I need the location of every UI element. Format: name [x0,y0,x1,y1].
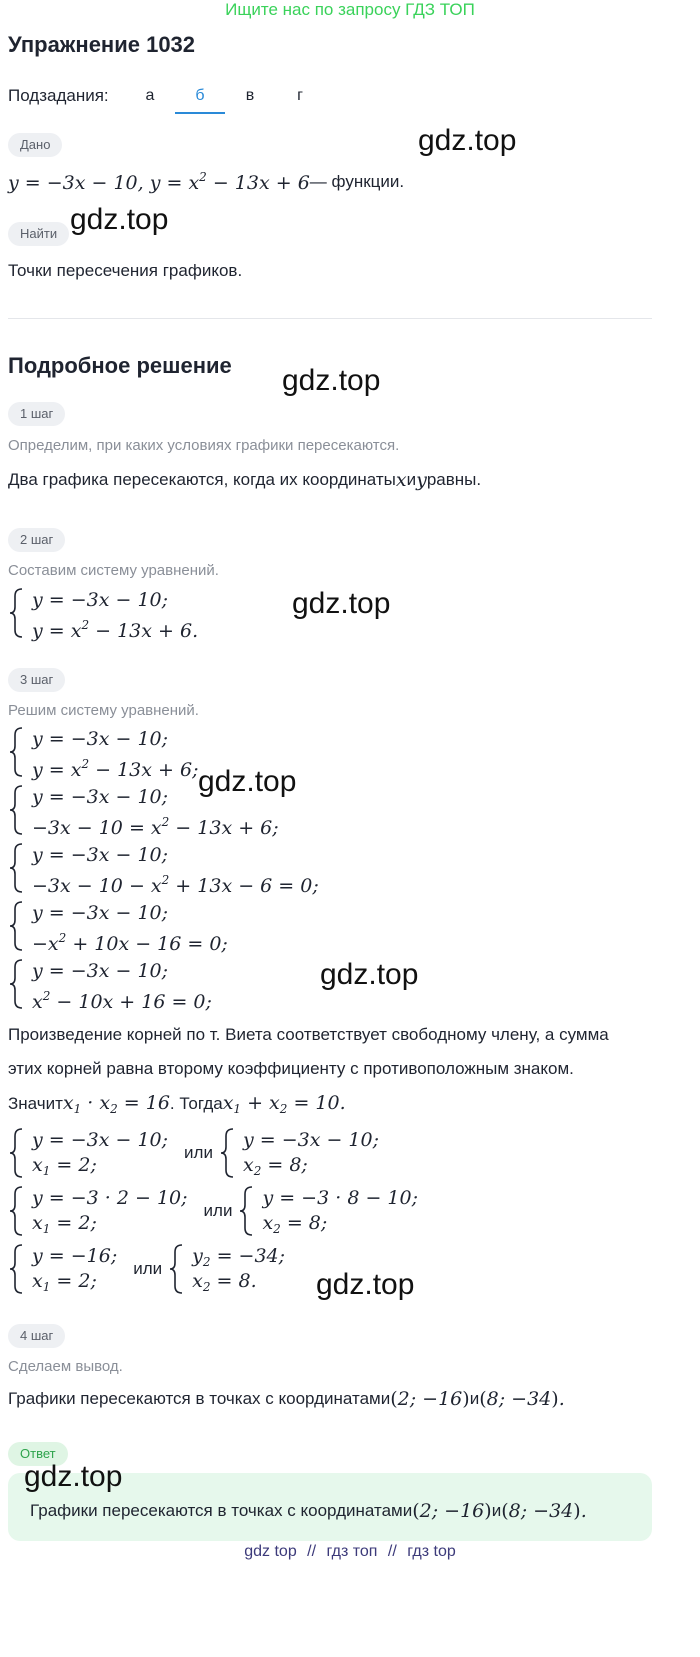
given-text [8,170,404,194]
answer-point-1: (2; −16) [412,1500,492,1522]
or-label: или [184,1143,213,1162]
step-1-text-and: и [406,470,417,489]
given-suffix: — функции. [309,172,405,191]
find-text: Точки пересечения графиков. [8,261,243,280]
vieta-line-2: этих корней равна второму коэффициенту с противоположным знаком. [8,1059,574,1078]
or-label: или [203,1201,233,1220]
step-4-label: 4 шаг [8,1324,65,1348]
step-1-text [8,469,481,491]
step-1-text-a: Два графика пересекаются, когда их координаты [8,470,396,489]
system-5: y = −3x − 10; $-x^2 + 10x - 16 = 0$; [8,901,228,951]
brace-icon [8,1128,26,1178]
system-1: y = −3x − 10; $y = x^2 - 13x + 6$. [8,588,198,638]
brace-icon [8,901,26,951]
step-1-badge [8,402,65,426]
given-formula: y = −3x − 10, $y = x^2 - 13x + 6$ [8,170,310,194]
brace-icon [8,1186,26,1236]
brace-icon [8,785,26,835]
or-label: или [133,1259,163,1278]
subtasks-label: Подзадания: [8,86,109,105]
paired-system-1: y = −3x − 10; $x_1 = 2$; или y = −3x − 10; $x_2 = 8$; [8,1128,379,1178]
var-y: y [416,469,427,491]
divider [8,318,652,319]
find-label: Найти [8,222,69,246]
brace-icon [8,588,26,638]
footer-links [0,1543,700,1561]
watermark: gdz.top [292,587,391,620]
tab-v[interactable]: в [245,87,255,104]
subtask-tabs [125,82,325,114]
system-4: y = −3x − 10; $-3x - 10 - x^2 + 13x - 6 = 0$; [8,843,319,893]
answer-point-2: (8; −34). [501,1500,587,1522]
brace-icon [8,727,26,777]
conclusion-conj: и [469,1389,480,1408]
step-3-hint: Решим систему уравнений. [8,702,199,719]
given-badge [8,133,62,157]
answer-conj: и [491,1501,502,1520]
point-2: (8; −34). [479,1388,565,1410]
paired-system-3: y = −16; $x_1 = 2$; или $y_2 = -34$; $x_2 = 8$. [8,1244,285,1294]
page-title: Упражнение 1032 [8,32,196,57]
vieta-conclusion [8,1092,346,1116]
step-1-label: 1 шаг [8,402,65,426]
system-2: y = −3x − 10; $y = x^2 - 13x + 6$; [8,727,198,777]
system-3: y = −3x − 10; $-3x - 10 = x^2 - 13x + 6$; [8,785,279,835]
step-4-hint: Сделаем вывод. [8,1358,123,1375]
brace-icon [8,1244,26,1294]
brace-icon [219,1128,237,1178]
tab-g[interactable]: г [297,87,303,104]
then-middle: . Тогда [169,1094,223,1113]
find-badge [8,222,69,246]
tab-a[interactable]: а [145,87,155,104]
answer-label: Ответ [8,1442,68,1466]
step-1-hint: Определим, при каких условиях графики пересекаются. [8,437,400,454]
step-1-text-b: равны. [426,470,482,489]
var-x: x [395,469,407,491]
watermark: gdz.top [320,958,419,991]
paired-system-2: y = −3 · 2 − 10; $x_1 = 2$; или y = −3 · 8 − 10; $x_2 = 8$; [8,1186,418,1236]
answer-sentence: Графики пересекаются в точках с координатами [30,1501,413,1520]
given-label: Дано [8,133,62,157]
watermark: gdz.top [418,124,517,157]
watermark: gdz.top [198,765,297,798]
step-2-label: 2 шаг [8,528,65,552]
step-3-badge [8,668,65,692]
product-formula: $x_1 \cdot x_2 = 16$ [62,1092,170,1116]
step-2-badge [8,528,65,552]
footer-sep-1: // [307,1543,317,1560]
brace-icon [168,1244,186,1294]
watermark: gdz.top [70,203,169,236]
footer-link-1[interactable]: gdz top [244,1543,297,1560]
tab-b[interactable]: б [175,82,225,114]
step-2-hint: Составим систему уравнений. [8,562,219,579]
step-4-conclusion [8,1388,565,1410]
footer-sep-2: // [387,1543,397,1560]
solution-heading: Подробное решение [8,353,232,378]
promo-banner[interactable]: Ищите нас по запросу ГДЗ ТОП [225,0,475,19]
point-1: (2; −16) [390,1388,470,1410]
watermark: gdz.top [282,364,381,397]
answer-text [30,1500,587,1522]
vieta-line-1: Произведение корней по т. Виета соответствует свободному члену, а сумма [8,1025,609,1044]
watermark: gdz.top [24,1460,123,1493]
step-3-label: 3 шаг [8,668,65,692]
sum-formula: $x_1 + x_2 = 10$. [222,1092,346,1116]
brace-icon [238,1186,256,1236]
footer-link-2[interactable]: гдз топ [326,1543,378,1560]
then-prefix: Значит [8,1094,63,1113]
brace-icon [8,959,26,1009]
footer-link-3[interactable]: гдз top [407,1543,456,1560]
watermark: gdz.top [316,1268,415,1301]
brace-icon [8,843,26,893]
system-6: y = −3x − 10; $x^2 - 10x + 16 = 0$; [8,959,212,1009]
step-4-badge [8,1324,65,1348]
conclusion-text: Графики пересекаются в точках с координатами [8,1389,391,1408]
